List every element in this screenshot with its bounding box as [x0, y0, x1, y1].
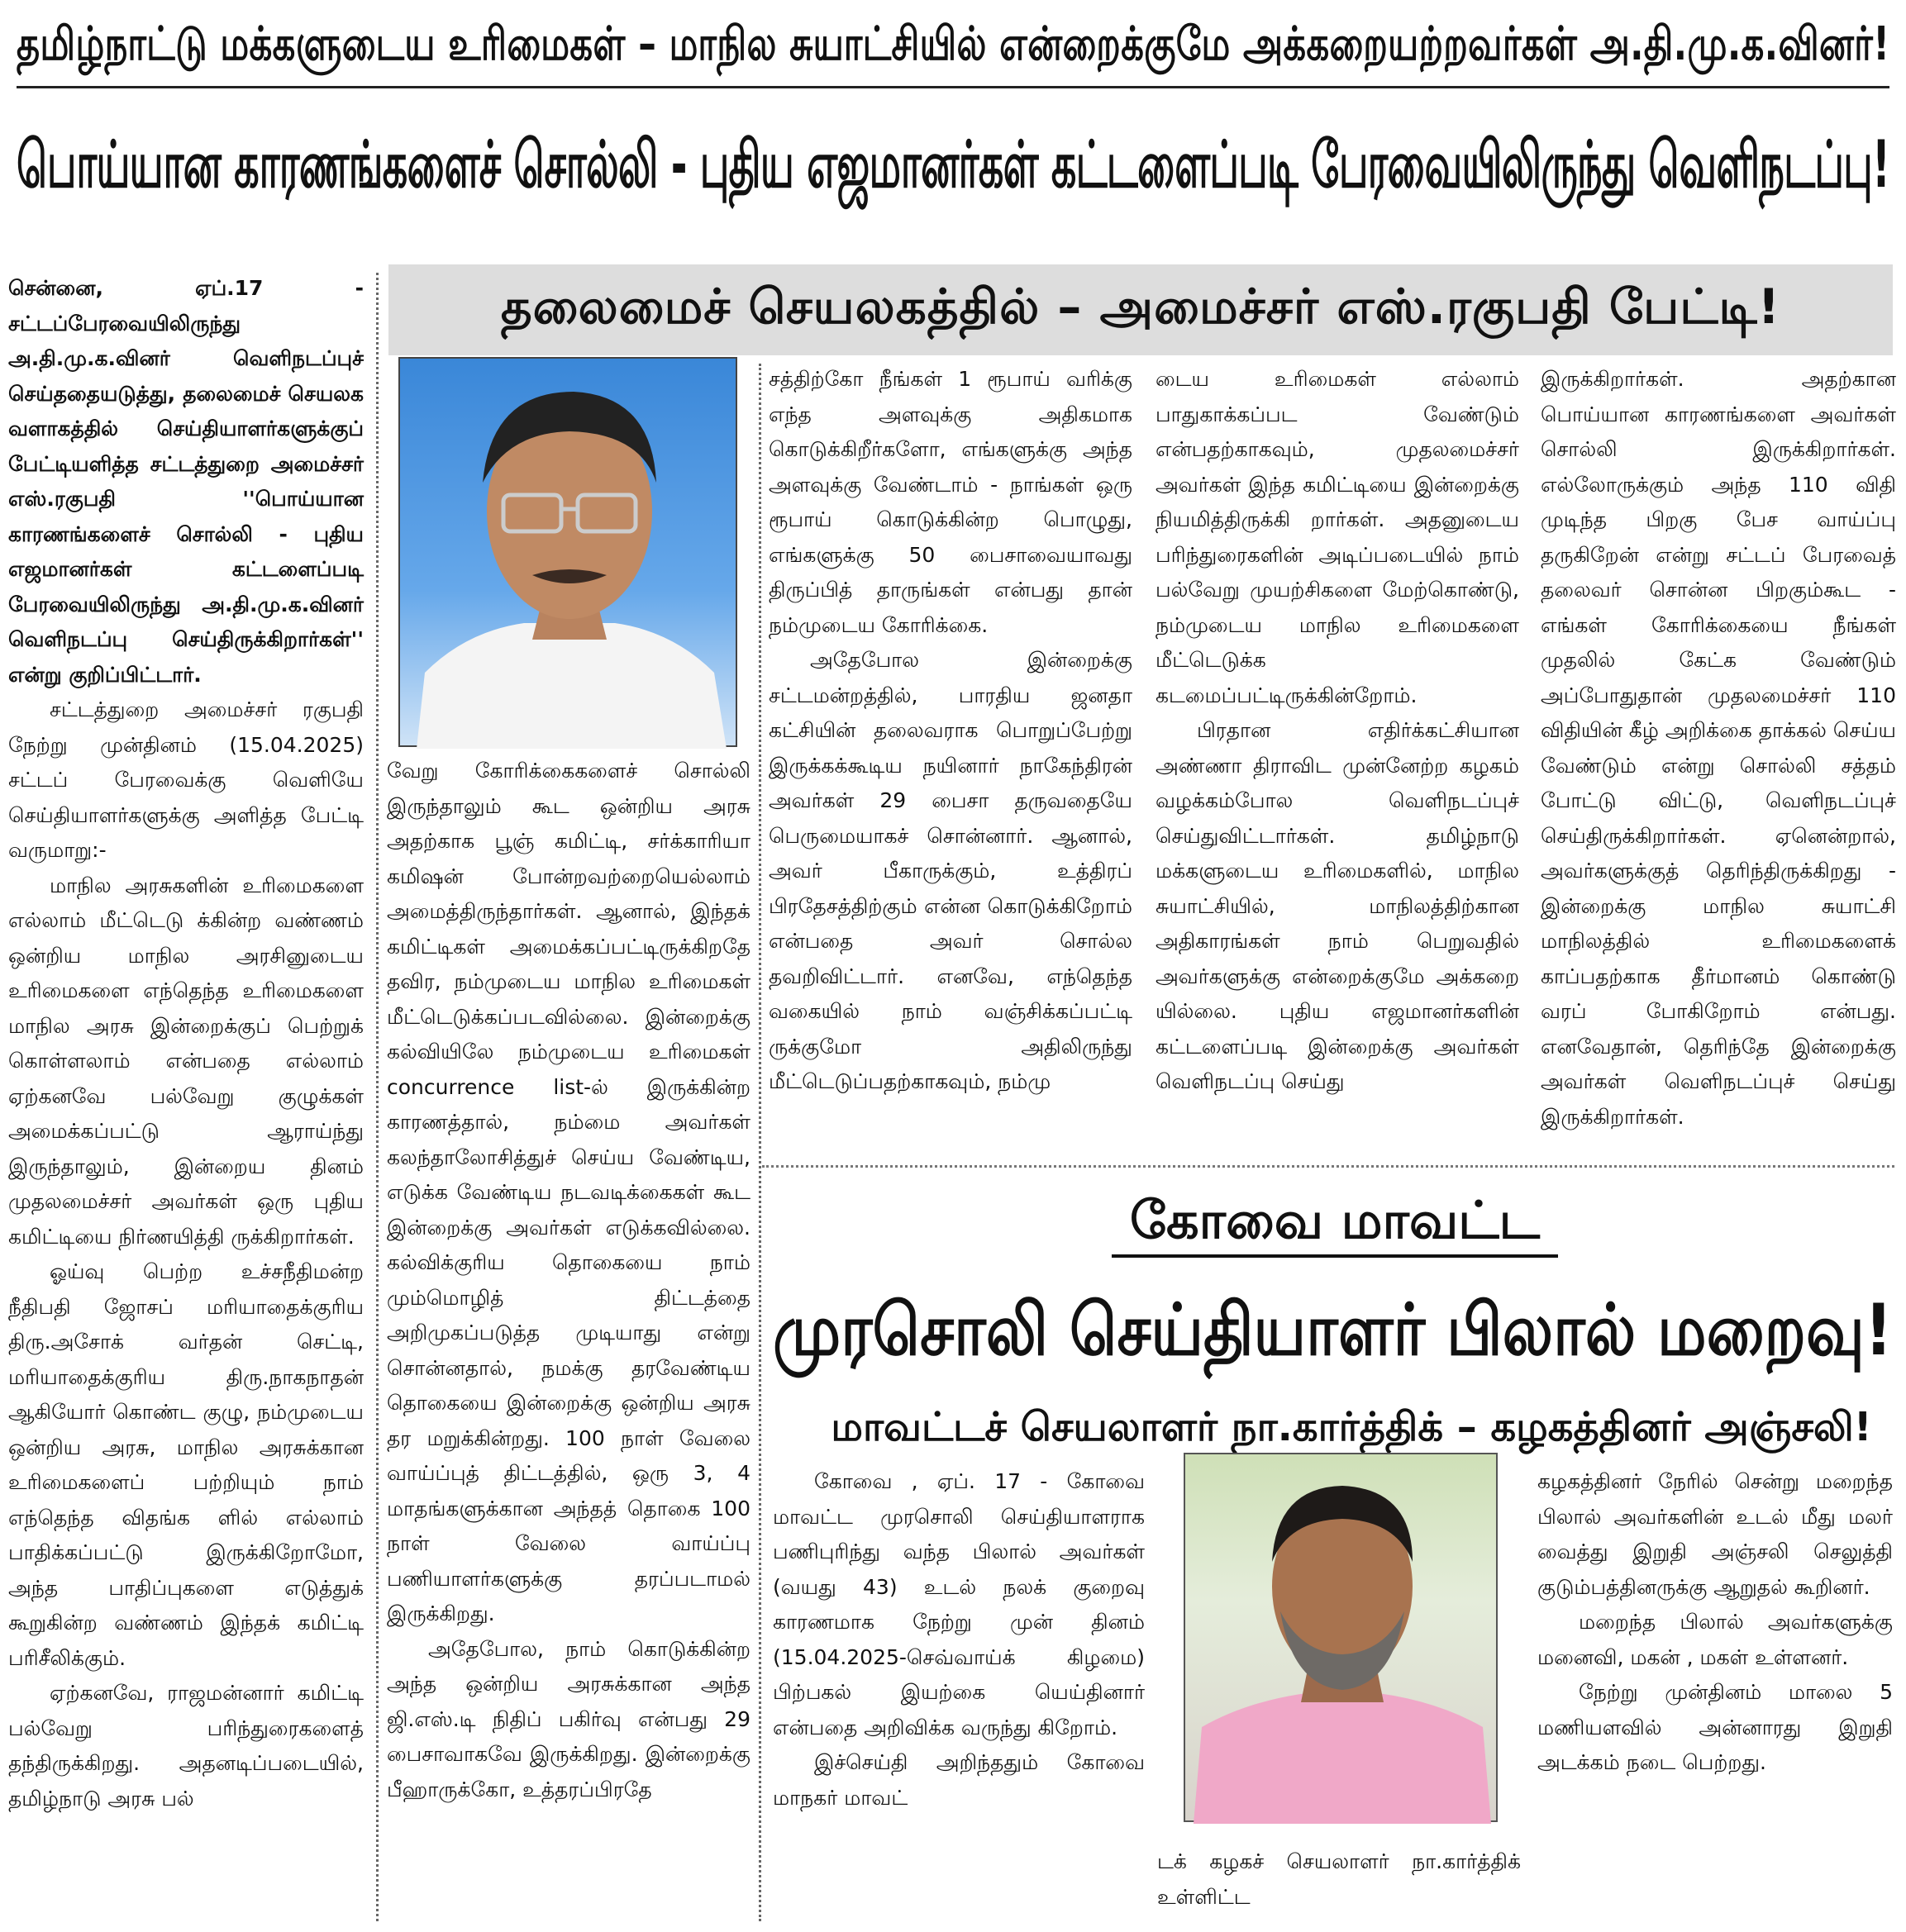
article2-col1 — [773, 1464, 1145, 1919]
article1-col1 — [8, 271, 364, 1922]
subheadline: தலைமைச் செயலகத்தில் – அமைச்சர் எஸ்.ரகுபதி பேட்டி! — [500, 278, 1781, 335]
paragraph: சட்டத்துறை அமைச்சர் ரகுபதி நேற்று முன்தினம் (15.04.2025) சட்டப் பேரவைக்கு வெளியே செய்தியாளர்களுக்கு அளித்த பேட்டி வருமாறு:- — [8, 697, 364, 862]
article2-subheadline: மாவட்டச் செயலாளர் நா.கார்த்திக் – கழகத்தினர் அஞ்சலி! — [831, 1404, 1872, 1450]
paragraph: இருக்கிறார்கள். அதற்கான பொய்யான காரணங்களை அவர்கள் சொல்லி இருக்கிறார்கள். எல்லோருக்கும் அந்த 110 விதி முடிந்த பிறகு பேச வாய்ப்பு தருகிறேன் என்று சட்டப் பேரவைத் தலைவர் சொன்ன பிறகும்கூட - எங்கள் கோரிக்கையை நீங்கள் முதலில் கேட்க வேண்டும் அப்போதுதான் முதலமைச்சர் 110 விதியின் கீழ் அறிக்கை தாக்கல் செய்ய வேண்டும் என்று சொல்லி சத்தம் போட்டு விட்டு, வெளிநடப்புச் செய்திருக்கிறார்கள். ஏனென்றால், அவர்களுக்குத் தெரிந்திருக்கிறது - இன்றைக்கு மாநில சுயாட்சி மாநிலத்தில் உரிமைகளைக் காப்பதற்காக தீர்மானம் கொண்டு வரப் போகிறோம் என்பது. எனவேதான், தெரிந்தே இன்றைக்கு அவர்கள் வெளிநடப்புச் செய்து இருக்கிறார்கள். — [1541, 367, 1896, 1129]
article1-col2 — [387, 754, 750, 1922]
paragraph: அதேபோல இன்றைக்கு சட்டமன்றத்தில், பாரதிய ஜனதா கட்சியின் தலைவராக பொறுப்பேற்று இருக்கக்கூடிய நயினார் நாகேந்திரன் அவர்கள் 29 பைசா தருவதையே பெருமையாகச் சொன்னார். ஆனால், அவர் பீகாருக்கும், உத்திரப் பிரதேசத்திற்கும் என்ன கொடுக்கிறோம் என்பதை அவர் சொல்ல தவறிவிட்டார். எனவே, எந்தெந்த வகையில் நாம் வஞ்சிக்கப்பட்டி ருக்குமோ அதிலிருந்து மீட்டெடுப்பதற்காகவும், நம்மு — [769, 648, 1132, 1093]
paragraph: ஓய்வு பெற்ற உச்சநீதிமன்ற நீதிபதி ஜோசப் மரியாதைக்குரிய திரு.அசோக் வர்தன் செட்டி, மரியாதைக்குரிய திரு.நாகநாதன் ஆகியோர் கொண்ட குழு, நம்முடைய ஒன்றிய அரசு, மாநில அரசுக்கான உரிமைகளைப் பற்றியும் நாம் எந்தெந்த விதங்க ளில் எல்லாம் பாதிக்கப்பட்டு இருக்கிறோமோ, அந்த பாதிப்புகளை எடுத்துக் கூறுகின்ற வண்ணம் இந்தக் கமிட்டி பரிசீலிக்கும். — [8, 1259, 364, 1670]
column-divider — [376, 273, 379, 1921]
article1-lede: சென்னை, ஏப்.17 - சட்டப்பேரவையிலிருந்து அ.தி.மு.க.வினர் வெளிநடப்புச் செய்ததையடுத்து, தலைமைச் செயலக வளாகத்தில் செய்தியாளர்களுக்குப் பேட்டியளித்த சட்டத்துறை அமைச்சர் எஸ்.ரகுபதி ''பொய்யான காரணங்களைச் சொல்லி - புதிய எஜமானர்கள் கட்டளைப்படி பேரவையிலிருந்து அ.தி.மு.க.வினர் வெளிநடப்பு செய்திருக்கிறார்கள்'' என்று குறிப்பிட்டார். — [8, 276, 364, 687]
article1-col5 — [1541, 362, 1896, 1155]
paragraph: அதேபோல, நாம் கொடுக்கின்ற அந்த ஒன்றிய அரசுக்கான அந்த ஜி.எஸ்.டி நிதிப் பகிர்வு என்பது 29 பைசாவாகவே இருக்கிறது. இன்றைக்கு பீஹாருக்கோ, உத்தரப்பிரதே — [387, 1636, 750, 1801]
article1-col4 — [1156, 362, 1519, 1155]
main-headline: பொய்யான காரணங்களைச் சொல்லி - புதிய எஜமானர்கள் கட்டளைப்படி பேரவையிலிருந்து வெளிநடப்பு! — [17, 128, 1890, 202]
subheadline-bar — [388, 264, 1893, 355]
minister-portrait-illustration — [400, 359, 739, 749]
reporter-portrait-illustration — [1185, 1454, 1499, 1824]
paragraph: மறைந்த பிலால் அவர்களுக்கு மனைவி, மகன் , மகள் உள்ளனர். — [1537, 1610, 1893, 1669]
column-divider — [759, 364, 761, 1921]
paragraph: வேறு கோரிக்கைகளைச் சொல்லி இருந்தாலும் கூட ஒன்றிய அரசு அதற்காக பூஞ் கமிட்டி, சர்க்காரியா கமிஷன் போன்றவற்றையெல்லாம் அமைத்திருந்தார்கள். ஆனால், இந்தக் கமிட்டிகள் அமைக்கப்பட்டிருக்கிறதே தவிர, நம்முடைய மாநில உரிமைகள் மீட்டெடுக்கப்படவில்லை. இன்றைக்கு கல்வியிலே நம்முடைய உரிமைகள் concurrence list-ல் இருக்கின்ற காரணத்தால், நம்மை அவர்கள் கலந்தாலோசித்துச் செய்ய வேண்டிய, எடுக்க வேண்டிய நடவடிக்கைகள் கூட இன்றைக்கு அவர்கள் எடுக்கவில்லை. கல்விக்குரிய தொகையை நாம் மும்மொழித் திட்டத்தை அறிமுகப்படுத்த முடியாது என்று சொன்னதால், நமக்கு தரவேண்டிய தொகையை இன்றைக்கு ஒன்றிய அரசு தர மறுக்கின்றது. 100 நாள் வேலை வாய்ப்புத் திட்டத்தில், ஒரு 3, 4 மாதங்களுக்கான அந்தத் தொகை 100 நாள் வேலை வாய்ப்பு பணியாளர்களுக்கு தரப்படாமல் இருக்கிறது. — [387, 759, 750, 1625]
section-divider — [762, 1165, 1894, 1168]
kicker-headline: தமிழ்நாட்டு மக்களுடைய உரிமைகள் – மாநில சுயாட்சியில் என்றைக்குமே அக்கறையற்றவர்கள் அ.தி.மு.க.வினர்! — [17, 17, 1890, 71]
article2-section-title: கோவை மாவட்ட — [1112, 1183, 1558, 1258]
article1-col3 — [769, 362, 1132, 1155]
paragraph: டைய உரிமைகள் எல்லாம் பாதுகாக்கப்பட வேண்டும் என்பதற்காகவும், முதலமைச்சர் அவர்கள் இந்த கமிட்டியை இன்றைக்கு நியமித்திருக்கி றார்கள். அதனுடைய பரிந்துரைகளின் அடிப்படையில் நாம் பல்வேறு முயற்சிகளை மேற்கொண்டு, நம்முடைய மாநில உரிமைகளை மீட்டெடுக்க கடமைப்பட்டிருக்கின்றோம். — [1156, 367, 1519, 707]
paragraph: ஏற்கனவே, ராஜமன்னார் கமிட்டி பல்வேறு பரிந்துரைகளைத் தந்திருக்கிறது. அதனடிப்படையில், தமிழ்நாடு அரசு பல் — [8, 1681, 364, 1811]
paragraph: இச்செய்தி அறிந்ததும் கோவை மாநகர் மாவட் — [773, 1750, 1145, 1810]
reporter-photo — [1184, 1453, 1498, 1822]
kicker-rule — [17, 86, 1889, 88]
photo-caption: டக் கழகச் செயலாளர் நா.கார்த்திக் உள்ளிட்ட — [1157, 1849, 1521, 1909]
paragraph: நேற்று முன்தினம் மாலை 5 மணியளவில் அன்னாரது இறுதி அடக்கம் நடை பெற்றது. — [1537, 1680, 1893, 1774]
minister-photo — [398, 357, 737, 747]
paragraph: சத்திற்கோ நீங்கள் 1 ரூபாய் வரிக்கு எந்த அளவுக்கு அதிகமாக கொடுக்கிறீர்களோ, எங்களுக்கு அந்த அளவுக்கு வேண்டாம் - நாங்கள் ஒரு ரூபாய் கொடுக்கின்ற பொழுது, எங்களுக்கு 50 பைசாவையாவது திருப்பித் தாருங்கள் என்பது தான் நம்முடைய கோரிக்கை. — [769, 367, 1132, 637]
paragraph: பிரதான எதிர்க்கட்சியான அண்ணா திராவிட முன்னேற்ற கழகம் வழக்கம்போல வெளிநடப்புச் செய்துவிட்டார்கள். தமிழ்நாடு மக்களுடைய உரிமைகளில், மாநில சுயாட்சியில், மாநிலத்திற்கான அதிகாரங்கள் நாம் பெறுவதில் அவர்களுக்கு என்றைக்குமே அக்கறை யில்லை. புதிய எஜமானர்களின் கட்டளைப்படி இன்றைக்கு அவர்கள் வெளிநடப்பு செய்து — [1156, 718, 1519, 1093]
article2-headline: முரசொலி செய்தியாளர் பிலால் மறைவு! — [773, 1289, 1893, 1372]
paragraph: மாநில அரசுகளின் உரிமைகளை எல்லாம் மீட்டெடு க்கின்ற வண்ணம் ஒன்றிய மாநில அரசினுடைய உரிமைகளை எந்தெந்த உரிமைகளை மாநில அரசு இன்றைக்குப் பெற்றுக் கொள்ளலாம் என்பதை எல்லாம் ஏற்கனவே பல்வேறு குழுக்கள் அமைக்கப்பட்டு ஆராய்ந்து இருந்தாலும், இன்றைய தினம் முதலமைச்சர் அவர்கள் ஒரு புதிய கமிட்டியை நிர்ணயித்தி ருக்கிறார்கள். — [8, 873, 364, 1249]
article2-col2 — [1537, 1464, 1893, 1919]
paragraph: கழகத்தினர் நேரில் சென்று மறைந்த பிலால் அவர்களின் உடல் மீது மலர் வைத்து இறுதி அஞ்சலி செலுத்தி குடும்பத்தினருக்கு ஆறுதல் கூறினர். — [1537, 1469, 1893, 1599]
paragraph: கோவை , ஏப். 17 - கோவை மாவட்ட முரசொலி செய்தியாளராக பணிபுரிந்து வந்த பிலால் அவர்கள் (வயது 43) உடல் நலக் குறைவு காரணமாக நேற்று முன் தினம் (15.04.2025-செவ்வாய்க் கிழமை) பிற்பகல் இயற்கை யெய்தினார் என்பதை அறிவிக்க வருந்து கிறோம். — [773, 1469, 1145, 1739]
